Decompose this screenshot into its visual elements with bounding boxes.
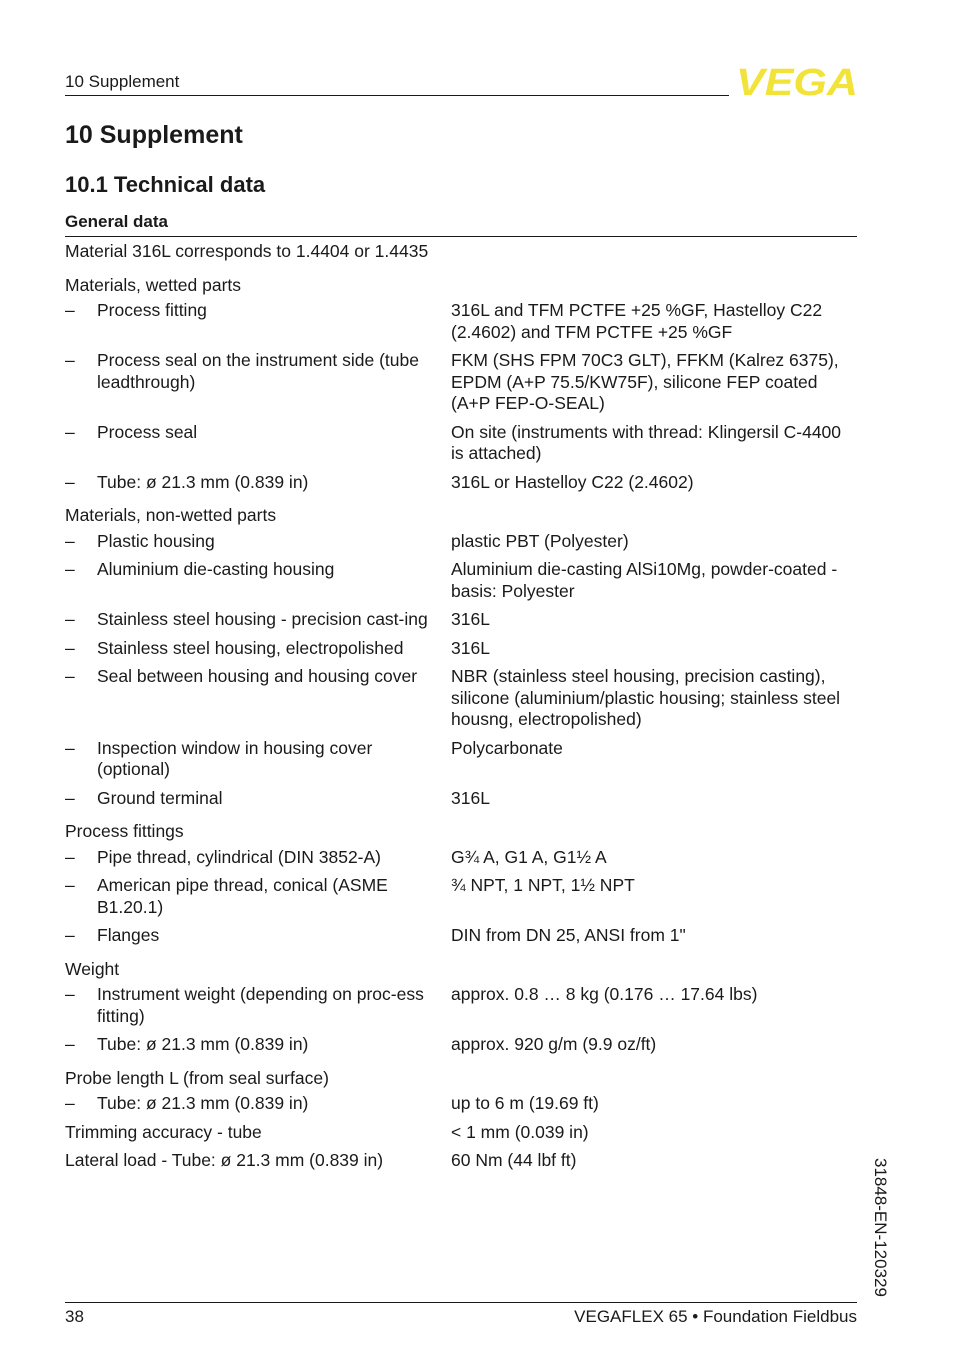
spec-label: Trimming accuracy - tube [65,1121,262,1142]
spec-label: Plastic housing [97,530,215,551]
subsection-rule [65,236,857,237]
spec-row [65,1093,857,1115]
spec-value: On site (instruments with thread: Klingersil C-4400 is attached) [451,421,842,463]
material-note: Material 316L corresponds to 1.4404 or 1.4435 [65,241,429,261]
footer-title: VEGAFLEX 65 • Foundation Fieldbus [574,1307,857,1326]
spec-label: Tube: ø 21.3 mm (0.839 in) [97,1093,309,1113]
spec-value: Polycarbonate [451,737,563,758]
spec-row [65,559,857,602]
header-rule [65,95,729,96]
list-dash: – [65,637,75,658]
svg-text:VEGA: VEGA [736,64,858,98]
spec-value: G¾ A, G1 A, G1½ A [451,846,607,867]
group-title: Probe length L (from seal surface) [65,1067,329,1088]
spec-row [65,925,857,947]
spec-label: Flanges [97,925,160,945]
spec-value: 316L [451,609,490,629]
running-header: 10 Supplement [65,72,180,91]
subsection-title: General data [65,212,168,231]
spec-row [65,472,857,494]
page-number: 38 [65,1307,84,1326]
list-dash: – [65,1034,75,1054]
spec-value: 60 Nm (44 lbf ft) [451,1150,577,1170]
group-title: Weight [65,958,120,979]
spec-row [65,350,857,415]
spec-label: Process seal on the instrument side (tube leadthrough) [97,350,419,392]
list-dash: – [65,421,75,442]
group-title: Materials, wetted parts [65,274,242,295]
spec-row [65,666,857,731]
list-dash: – [65,471,75,492]
spec-row [65,1150,857,1172]
list-dash: – [65,300,75,320]
vega-logo [736,64,858,98]
spec-row [65,638,857,660]
spec-value: FKM (SHS FPM 70C3 GLT), FFKM (Kalrez 6375), EPDM (A+P 75.5/KW75F), silicone FEP coated (A+P FEP-O-SEAL) [451,350,839,413]
spec-value: NBR (stainless steel housing, precision casting), silicone (aluminium/plastic housing; stainless steel housng, electropolished) [451,666,841,729]
list-dash: – [65,925,75,945]
spec-row [65,875,857,918]
document-code: 31848-EN-120329 [871,1158,890,1297]
spec-value: 316L [451,637,490,658]
flat-spec-rows [65,1122,857,1172]
list-dash: – [65,350,75,370]
spec-value: approx. 0.8 … 8 kg (0.176 … 17.64 lbs) [451,984,758,1004]
spec-value: 316L [451,787,490,808]
spec-label: Stainless steel housing, electropolished [97,637,404,658]
spec-value: < 1 mm (0.039 in) [451,1121,589,1142]
spec-value: ¾ NPT, 1 NPT, 1½ NPT [451,875,635,895]
list-dash: – [65,984,75,1004]
footer-rule [65,1302,857,1303]
list-dash: – [65,559,75,579]
spec-row [65,788,857,810]
spec-row [65,847,857,869]
spec-value: approx. 920 g/m (9.9 oz/ft) [451,1034,657,1054]
spec-value: Aluminium die-casting AlSi10Mg, powder-coated - basis: Polyester [451,559,838,601]
spec-value: 316L or Hastelloy C22 (2.4602) [451,471,694,492]
list-dash: – [65,1093,75,1113]
spec-label: American pipe thread, conical (ASME B1.20.1) [97,875,388,917]
list-dash: – [65,530,75,551]
spec-row [65,300,857,343]
list-dash: – [65,609,75,629]
spec-value: plastic PBT (Polyester) [451,530,629,551]
chapter-title: 10 Supplement [65,121,243,149]
spec-row [65,531,857,553]
spec-label: Process seal [97,421,198,442]
spec-label: Instrument weight (depending on proc-ess fitting) [97,984,424,1026]
list-dash: – [65,737,75,758]
spec-value: up to 6 m (19.69 ft) [451,1093,599,1113]
spec-label: Ground terminal [97,787,223,808]
group-title: Materials, non-wetted parts [65,505,277,525]
spec-label: Pipe thread, cylindrical (DIN 3852-A) [97,846,382,867]
list-dash: – [65,846,75,867]
spec-row [65,609,857,631]
spec-label: Tube: ø 21.3 mm (0.839 in) [97,471,309,492]
spec-label: Aluminium die-casting housing [97,559,335,579]
section-title: 10.1 Technical data [65,172,266,197]
spec-value: DIN from DN 25, ANSI from 1" [451,925,686,945]
spec-label: Stainless steel housing - precision cast-ing [97,609,428,629]
spec-label: Seal between housing and housing cover [97,666,418,686]
spec-label: Tube: ø 21.3 mm (0.839 in) [97,1034,309,1054]
technical-data-content [65,240,857,1172]
list-dash: – [65,666,75,686]
spec-label: Lateral load - Tube: ø 21.3 mm (0.839 in) [65,1150,384,1170]
spec-row [65,1034,857,1056]
spec-row [65,422,857,465]
spec-label: Inspection window in housing cover (optional) [97,737,373,779]
list-dash: – [65,875,75,895]
spec-row [65,984,857,1027]
group-title: Process fittings [65,821,184,841]
list-dash: – [65,787,75,808]
spec-row [65,738,857,781]
spec-label: Process fitting [97,300,207,320]
spec-value: 316L and TFM PCTFE +25 %GF, Hastelloy C22 (2.4602) and TFM PCTFE +25 %GF [451,300,823,342]
spec-groups [65,275,857,1115]
spec-row [65,1122,857,1144]
